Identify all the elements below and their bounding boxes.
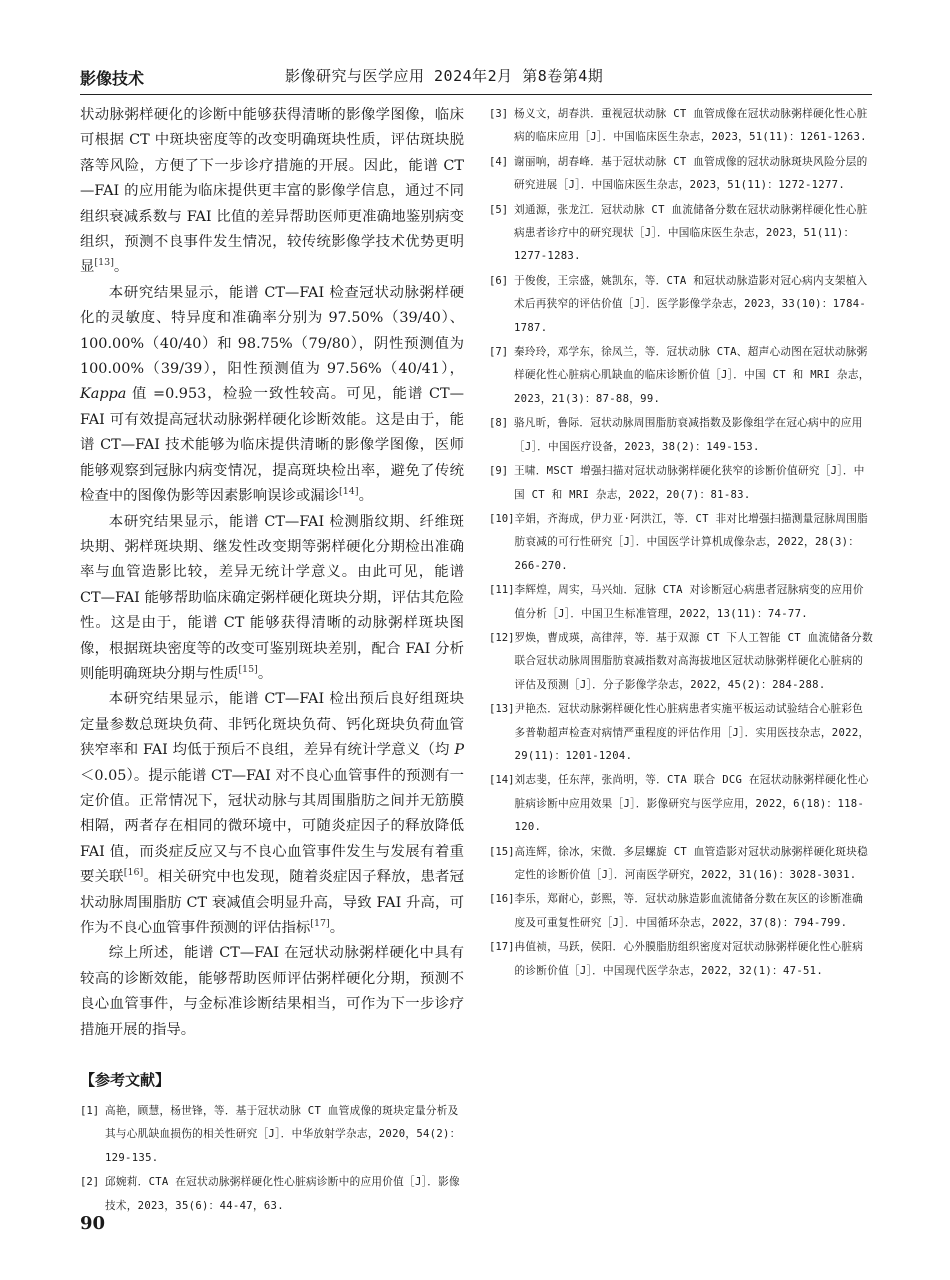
reference-text: 于俊俊，王宗盛，姚凯东，等．CTA 和冠状动脉造影对冠心病内支架植入术后再狭窄的评估价值［J］．医学影像学杂志，2023，33(10)：1784-1787.	[514, 274, 868, 334]
reference-item	[489, 627, 873, 697]
reference-item	[489, 151, 873, 198]
paragraph-text: 。	[113, 259, 129, 276]
paragraph-text: 本研究结果显示，能谱 CT—FAI 检查冠状动脉粥样硬化的灵敏度、特异度和准确率分别为 97.50%（39/40）、100.00%（40/40）和 98.75%（79/80），阴性预测值为 100.00%（39/39），阳性预测值为 97.56%（40/41），	[80, 284, 464, 378]
citation: [15]	[238, 664, 258, 676]
paragraph-text: ＜0.05）。提示能谱 CT—FAI 对不良心血管事件的预测有一定价值。正常情况下，冠状动脉与其周围脂肪之间并无筋膜相隔，两者存在相同的微环境中，可随炎症因子的释放降低 FAI 值，而炎症反应又与不良心血管事件发生与发展有着重要关联	[80, 767, 464, 886]
reference-number: [13]	[489, 703, 515, 716]
body-paragraph	[80, 281, 464, 510]
reference-text: 尹艳杰．冠状动脉粥样硬化性心脏病患者实施平板运动试验结合心脏彩色多普勒超声检查对病情严重程度的评估作用［J］．实用医技杂志，2022，29(11)：1201-1204.	[514, 703, 870, 762]
reference-number: [11]	[489, 584, 515, 597]
citation: [13]	[94, 257, 114, 269]
paragraph-text: 。	[358, 488, 373, 505]
reference-item	[489, 769, 873, 839]
left-column	[80, 103, 464, 1219]
citation: [17]	[310, 918, 330, 930]
reference-text: 辛娟，齐海成，伊力亚·阿洪江，等．CT 非对比增强扫描测量冠脉周围脂肪衰减的可行性研究［J］．中国医学计算机成像杂志，2022，28(3)：266-270.	[514, 512, 869, 572]
reference-item	[489, 841, 873, 888]
reference-item	[80, 1171, 464, 1218]
reference-item	[489, 341, 873, 411]
reference-text: 王啸．MSCT 增强扫描对冠状动脉粥样硬化狭窄的诊断价值研究［J］．中国 CT 和 MRI 杂志，2022，20(7)：81-83.	[514, 465, 865, 501]
journal-info: 影像研究与医学应用 2024年2月 第8卷第4期	[285, 67, 604, 85]
reference-number: [6]	[489, 274, 509, 287]
reference-number: [15]	[489, 845, 515, 858]
reference-item	[489, 888, 873, 935]
body-paragraph: 综上所述，能谱 CT—FAI 在冠状动脉粥样硬化中具有较高的诊断效能，能够帮助医师评估粥样硬化分期，预测不良心血管事件，与金标准诊断结果相当，可作为下一步诊疗措施开展的指导。	[80, 945, 464, 1038]
reference-text: 高连辉，徐冰，宋微．多层螺旋 CT 血管造影对冠状动脉粥样硬化斑块稳定性的诊断价值［J］．河南医学研究，2022，31(16)：3028-3031.	[514, 845, 869, 881]
reference-item	[489, 698, 873, 768]
reference-text: 刘志斐，任东萍，张尚明，等．CTA 联合 DCG 在冠状动脉粥样硬化性心脏病诊断中应用效果［J］．影像研究与医学应用，2022，6(18)：118-120.	[514, 774, 869, 834]
reference-item	[489, 199, 873, 269]
reference-number: [7]	[489, 346, 509, 359]
reference-number: [12]	[489, 631, 515, 644]
paragraph-text: 值 =0.953，检验一致性较高。可见，能谱 CT—FAI 可有效提高冠状动脉粥样硬化诊断效能。这是由于，能谱 CT—FAI 技术能够为临床提供清晰的影像学图像，医师能够观察到冠脉内病变情况，提高斑块检出率，避免了传统检查中的图像伪影等因素影响误诊或漏诊	[80, 386, 464, 505]
paragraph-text: 本研究结果显示，能谱 CT—FAI 检测脂纹期、纤维斑块期、粥样斑块期、继发性改变期等粥样硬化分期检出准确率与血管造影比较，差异无统计学意义。由此可见，能谱 CT—FAI 能够帮助临床确定粥样硬化斑块分期，评估其危险性。这是由于，能谱 CT 能够获得清晰的动脉粥样斑块图像，根据斑块密度等的改变可鉴别斑块差别，配合 FAI 分析则能明确斑块分期与性质	[80, 513, 464, 682]
reference-text: 高艳，顾慧，杨世锋，等．基于冠状动脉 CT 血管成像的斑块定量分析及其与心肌缺血损伤的相关性研究［J］．中华放射学杂志，2020，54(2)：129-135.	[105, 1105, 461, 1164]
reference-number: [16]	[489, 893, 515, 906]
reference-item	[489, 579, 873, 626]
reference-number: [9]	[489, 465, 509, 478]
reference-item	[489, 508, 873, 578]
reference-number: [2]	[80, 1176, 100, 1189]
reference-number: [4]	[489, 155, 509, 168]
reference-text: 刘通源，张龙江．冠状动脉 CT 血流储备分数在冠状动脉粥样硬化性心脏病患者诊疗中的研究现状［J］．中国临床医生杂志，2023，51(11)：1277-1283.	[514, 203, 868, 263]
reference-item	[489, 936, 873, 983]
reference-text: 谢丽响，胡春峰．基于冠状动脉 CT 血管成像的冠状动脉斑块风险分层的研究进展［J］．中国临床医生杂志，2023，51(11)：1272-1277.	[514, 155, 868, 192]
paragraph-text: 。	[329, 920, 345, 936]
right-column	[489, 103, 873, 984]
reference-text: 冉值祯，马跃，侯阳．心外膜脂肪组织密度对冠状动脉粥样硬化性心脏病的诊断价值［J］．中国现代医学杂志，2022，32(1)：47-51.	[514, 941, 864, 977]
p-value-italic: P	[454, 742, 464, 759]
reference-item	[489, 460, 873, 507]
paragraph-text: 。	[257, 665, 273, 682]
reference-number: [17]	[489, 941, 515, 954]
reference-item	[489, 412, 873, 459]
citation: [14]	[339, 486, 359, 498]
reference-item	[489, 103, 873, 150]
kappa-italic: Kappa	[80, 386, 127, 403]
reference-number: [8]	[489, 417, 509, 430]
reference-text: 邱婉莉．CTA 在冠状动脉粥样硬化性心脏病诊断中的应用价值［J］．影像技术，2023，35(6)：44-47，63.	[105, 1176, 460, 1212]
reference-item	[80, 1100, 464, 1170]
body-paragraph	[80, 510, 464, 688]
body-paragraph	[80, 103, 464, 281]
reference-number: [1]	[80, 1105, 100, 1118]
reference-text: 杨义文，胡春洪．重视冠状动脉 CT 血管成像在冠状动脉粥样硬化性心脏病的临床应用［J］．中国临床医生杂志，2023，51(11)：1261-1263.	[514, 108, 868, 144]
reference-number: [3]	[489, 108, 509, 120]
reference-text: 罗焕，曹成瑛，高律萍，等．基于双源 CT 下人工智能 CT 血流储备分数联合冠状动脉周围脂肪衰减指数对高海拔地区冠状动脉粥样硬化心脏病的评估及预测［J］．分子影像学杂志，2022，45(2)：284-288.	[514, 631, 873, 691]
paragraph-text: 。相关研究中也发现，随着炎症因子释放，患者冠状动脉周围脂肪 CT 衰减值会明显升高，导致 FAI 升高，可作为不良心血管事件预测的评估指标	[80, 869, 464, 936]
reference-item	[489, 270, 873, 340]
paragraph-text: 状动脉粥样硬化的诊断中能够获得清晰的影像学图像，临床可根据 CT 中斑块密度等的改变明确斑块性质，评估斑块脱落等风险，方便了下一步诊疗措施的开展。因此，能谱 CT—FAI 的应用能为临床提供更丰富的影像学信息，通过不同组织衰减系数与 FAI 比值的差异帮助医师更准确地鉴别病变组织，预测不良事件发生情况，较传统影像学技术优势更明显	[80, 107, 464, 276]
reference-number: [5]	[489, 203, 509, 216]
reference-text: 骆凡昕，鲁际．冠状动脉周围脂肪衰减指数及影像组学在冠心病中的应用［J］．中国医疗设备，2023，38(2)：149-153.	[514, 417, 863, 453]
reference-text: 秦玲玲，邓学东，徐凤兰，等．冠状动脉 CTA、超声心动图在冠状动脉粥样硬化性心脏病心肌缺血的临床诊断价值［J］．中国 CT 和 MRI 杂志，2023，21(3)：87-88，99.	[514, 346, 870, 405]
reference-text: 李辉煌，周实，马兴灿．冠脉 CTA 对诊断冠心病患者冠脉病变的应用价值分析［J］．中国卫生标准管理，2022，13(11)：74-77.	[514, 584, 864, 620]
body-paragraph	[80, 687, 464, 941]
section-name: 影像技术	[80, 69, 145, 88]
running-header	[80, 58, 872, 95]
reference-number: [14]	[489, 774, 515, 787]
citation: [16]	[123, 867, 144, 879]
reference-number: [10]	[489, 512, 515, 525]
reference-text: 李乐，郑耐心，彭熙，等．冠状动脉造影血流储备分数在灰区的诊断准确度及可重复性研究［J］．中国循环杂志，2022，37(8)：794-799.	[514, 893, 864, 929]
references-title: 【参考文献】	[80, 1071, 171, 1090]
paragraph-text: 本研究结果显示，能谱 CT—FAI 检出预后良好组斑块定量参数总斑块负荷、非钙化斑块负荷、钙化斑块负荷血管狭窄率和 FAI 均低于预后不良组，差异有统计学意义（均	[80, 691, 464, 759]
page-number: 90	[80, 1213, 106, 1234]
